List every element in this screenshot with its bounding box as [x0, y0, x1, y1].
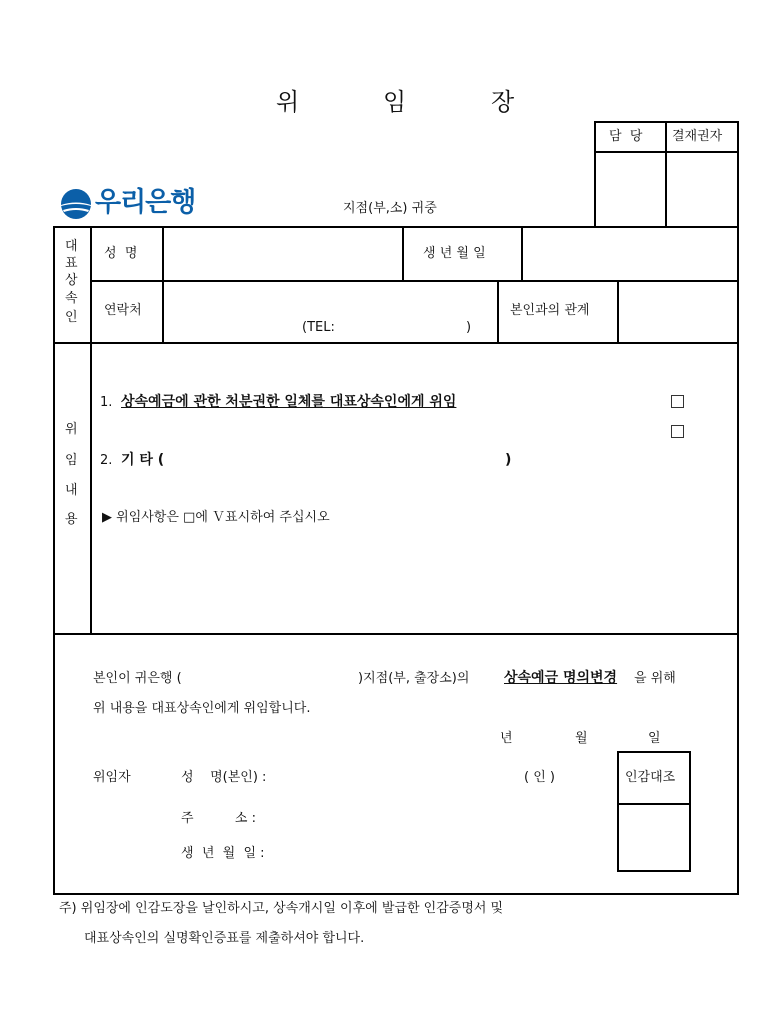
- seal-compare-box: [617, 751, 691, 872]
- rep-relation-label: 본인과의 관계: [510, 303, 590, 318]
- delegator-label: 위임자: [93, 770, 131, 785]
- decl-line1-c: 상속예금 명의변경: [504, 670, 618, 686]
- delegation-note: ▶ 위임사항은 □에 Ｖ표시하여 주십시오: [102, 510, 330, 525]
- rep-tel-close: ): [466, 320, 472, 335]
- bank-logo-icon: [60, 188, 92, 220]
- footnote-line2: 대표상속인의 실명확인증표를 제출하셔야 합니다.: [84, 931, 365, 946]
- delegator-name-field[interactable]: [305, 766, 515, 788]
- decl-line1-d: 을 위해: [634, 671, 676, 686]
- delegator-address-label: 주 소 :: [181, 811, 256, 826]
- item2-text: 기 타 (: [121, 452, 165, 468]
- frame-left: [53, 226, 55, 895]
- approval-authority-label: 결재권자: [672, 129, 723, 144]
- delegator-name-label: 성 명(본인) :: [181, 770, 267, 785]
- rep-contact-label: 연락처: [104, 303, 142, 318]
- frame-bottom: [53, 893, 739, 895]
- rep-tel-label: (TEL:: [302, 320, 335, 335]
- seal-compare-label: 인감대조: [625, 770, 676, 785]
- rep-name-field[interactable]: [164, 229, 401, 279]
- rep-birth-field[interactable]: [523, 229, 736, 279]
- decl-branch-field[interactable]: [205, 668, 355, 688]
- frame-right: [737, 226, 739, 895]
- decl-line2: 위 내용을 대표상속인에게 위임합니다.: [93, 701, 311, 716]
- delegator-birth-label: 생 년 월 일 :: [181, 846, 265, 861]
- seal-mark: ( 인 ): [524, 770, 555, 785]
- item1-number: 1.: [100, 395, 113, 410]
- frame-top: [53, 226, 739, 228]
- item2-close: ): [505, 452, 512, 468]
- date-day: 일: [648, 731, 661, 746]
- decl-line1-b: )지점(부, 출장소)의: [358, 671, 470, 686]
- footnote-line1: 주) 위임장에 인감도장을 날인하시고, 상속개시일 이후에 발급한 인감증명서 및: [59, 901, 504, 916]
- approval-staff-label: 담 당: [609, 129, 643, 144]
- decl-line1-a: 본인이 귀은행 (: [93, 671, 182, 686]
- item2-checkbox[interactable]: [671, 425, 684, 438]
- rep-name-label: 성 명: [104, 246, 138, 261]
- branch-line: 지점(부,소) 귀중: [343, 201, 437, 216]
- title-char-2: 임: [383, 88, 407, 116]
- bank-name: 우리은행: [95, 187, 196, 218]
- date-month: 월: [575, 731, 588, 746]
- rep-birth-label: 생 년 월 일: [423, 246, 486, 261]
- title-char-3: 장: [491, 88, 515, 116]
- title-char-1: 위: [276, 88, 300, 116]
- item2-other-field[interactable]: [180, 450, 500, 470]
- date-year: 년: [500, 731, 513, 746]
- item2-number: 2.: [100, 453, 113, 468]
- approval-box: [594, 121, 739, 227]
- delegator-address-field[interactable]: [305, 806, 605, 828]
- rep-relation-field[interactable]: [619, 283, 736, 341]
- item1-checkbox[interactable]: [671, 395, 684, 408]
- item1-text: 상속예금에 관한 처분권한 일체를 대표상속인에게 위임: [121, 394, 457, 410]
- delegator-birth-field[interactable]: [305, 842, 605, 864]
